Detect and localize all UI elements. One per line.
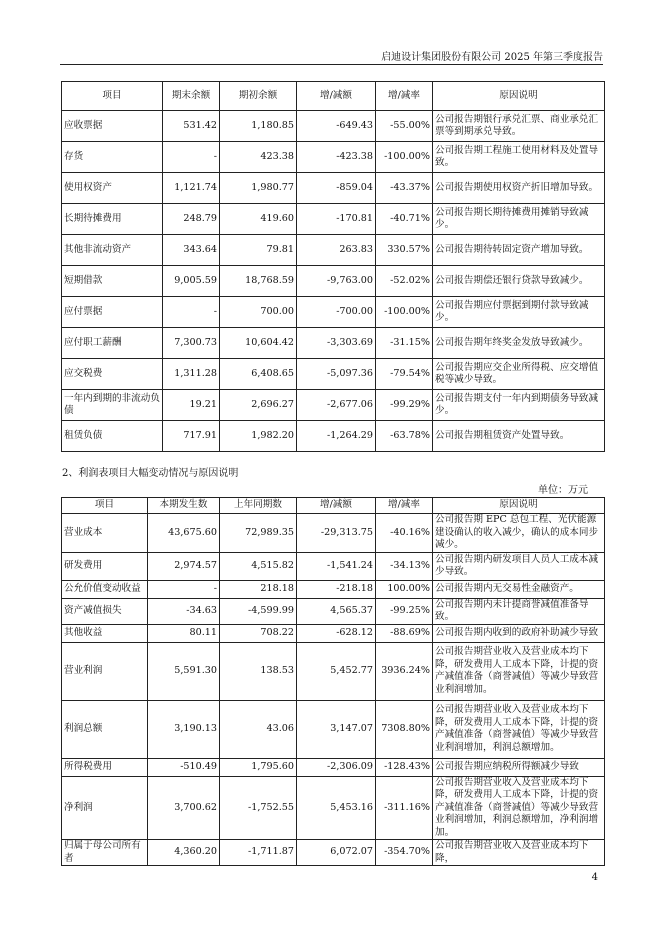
- reason-cell: 公司报告期应交企业所得税、应交增值税等减少导致。: [433, 359, 605, 390]
- value-cell: 1,795.60: [220, 758, 297, 776]
- value-cell: -218.18: [297, 580, 376, 598]
- column-header: 项目: [62, 82, 163, 111]
- value-cell: 531.42: [163, 111, 220, 142]
- value-cell: -859.04: [297, 173, 376, 204]
- row-label: 其他收益: [62, 624, 148, 642]
- reason-cell: 公司报告期内无交易性金融资产。: [433, 580, 605, 598]
- value-cell: -649.43: [297, 111, 376, 142]
- row-label: 使用权资产: [62, 173, 163, 204]
- value-cell: -3,303.69: [297, 328, 376, 359]
- reason-cell: 公司报告期应付票据到期付款导致减少。: [433, 297, 605, 328]
- value-cell: 80.11: [148, 624, 220, 642]
- value-cell: 6,072.07: [297, 840, 376, 866]
- reason-cell: 公司报告期营业收入及营业成本均下降，研发费用人工成本下降，计提的资产减值准备（商誉减值）等减少导致营业利润增加，利润总额增加，净利润增加。: [433, 776, 605, 840]
- table-row: [62, 580, 605, 598]
- income-statement-changes-table: [61, 497, 605, 866]
- table-row: [62, 642, 605, 700]
- value-cell: -79.54%: [376, 359, 433, 390]
- value-cell: 3,190.13: [148, 700, 220, 758]
- table-row: [62, 514, 605, 553]
- reason-cell: 公司报告期 EPC 总包工程、光伏能源建设确认的收入减少，确认的成本同步减少。: [433, 514, 605, 553]
- reason-cell: 公司报告期内收到的政府补助减少导致: [433, 624, 605, 642]
- row-label: 研发费用: [62, 552, 148, 580]
- row-label: 应付职工薪酬: [62, 328, 163, 359]
- value-cell: -1,541.24: [297, 552, 376, 580]
- value-cell: -: [163, 142, 220, 173]
- table-row: [62, 624, 605, 642]
- value-cell: -: [163, 297, 220, 328]
- column-header: 原因说明: [433, 498, 605, 514]
- column-header: 增/减额: [297, 82, 376, 111]
- value-cell: -29,313.75: [297, 514, 376, 553]
- table-row: [62, 359, 605, 390]
- reason-cell: 公司报告期租赁资产处置导致。: [433, 421, 605, 452]
- reason-cell: 公司报告期待转固定资产增加导致。: [433, 235, 605, 266]
- reason-cell: 公司报告期年终奖金发放导致减少。: [433, 328, 605, 359]
- table-row: [62, 204, 605, 235]
- table-row: [62, 297, 605, 328]
- table-row: [62, 235, 605, 266]
- value-cell: -628.12: [297, 624, 376, 642]
- value-cell: 5,453.16: [297, 776, 376, 840]
- table-row: [62, 421, 605, 452]
- value-cell: -99.29%: [376, 390, 433, 421]
- table-row: [62, 700, 605, 758]
- value-cell: 717.91: [163, 421, 220, 452]
- reason-cell: 公司报告期工程施工使用材料及处置导致。: [433, 142, 605, 173]
- balance-sheet-changes-table: [61, 81, 605, 452]
- value-cell: 218.18: [220, 580, 297, 598]
- value-cell: 2,696.27: [220, 390, 297, 421]
- value-cell: 3936.24%: [376, 642, 433, 700]
- value-cell: 700.00: [220, 297, 297, 328]
- row-label: 净利润: [62, 776, 148, 840]
- value-cell: 3,700.62: [148, 776, 220, 840]
- value-cell: 43,675.60: [148, 514, 220, 553]
- column-header: 项目: [62, 498, 148, 514]
- value-cell: 6,408.65: [220, 359, 297, 390]
- report-header: 启迪设计集团股份有限公司 2025 年第三季度报告: [381, 52, 603, 63]
- table-row: [62, 552, 605, 580]
- value-cell: 5,452.77: [297, 642, 376, 700]
- value-cell: 1,982.20: [220, 421, 297, 452]
- reason-cell: 公司报告期应纳税所得额减少导致: [433, 758, 605, 776]
- value-cell: 9,005.59: [163, 266, 220, 297]
- column-header: 增/减率: [376, 82, 433, 111]
- value-cell: -63.78%: [376, 421, 433, 452]
- reason-cell: 公司报告期偿还银行贷款导致减少。: [433, 266, 605, 297]
- page-number: 4: [591, 872, 598, 883]
- value-cell: -1,752.55: [220, 776, 297, 840]
- reason-cell: 公司报告期内研发项目人员人工成本减少导致。: [433, 552, 605, 580]
- value-cell: -311.16%: [376, 776, 433, 840]
- value-cell: -2,677.06: [297, 390, 376, 421]
- value-cell: 1,121.74: [163, 173, 220, 204]
- value-cell: 343.64: [163, 235, 220, 266]
- reason-cell: 公司报告期营业收入及营业成本均下降，研发费用人工成本下降，计提的资产减值准备（商誉减值）等减少导致营业利润增加，利润总额增加。: [433, 700, 605, 758]
- reason-cell: 公司报告期使用权资产折旧增加导致。: [433, 173, 605, 204]
- value-cell: -5,097.36: [297, 359, 376, 390]
- row-label: 一年内到期的非流动负债: [62, 390, 163, 421]
- value-cell: 100.00%: [376, 580, 433, 598]
- row-label: 利润总额: [62, 700, 148, 758]
- value-cell: 263.83: [297, 235, 376, 266]
- value-cell: 1,311.28: [163, 359, 220, 390]
- table-row: [62, 142, 605, 173]
- column-header: 上年同期数: [220, 498, 297, 514]
- column-header: 本期发生数: [148, 498, 220, 514]
- value-cell: 72,989.35: [220, 514, 297, 553]
- value-cell: -55.00%: [376, 111, 433, 142]
- value-cell: -100.00%: [376, 297, 433, 328]
- value-cell: -100.00%: [376, 142, 433, 173]
- value-cell: -40.16%: [376, 514, 433, 553]
- table-row: [62, 111, 605, 142]
- row-label: 应付票据: [62, 297, 163, 328]
- value-cell: -1,711.87: [220, 840, 297, 866]
- reason-cell: 公司报告期支付一年内到期债务导致减少。: [433, 390, 605, 421]
- table-row: [62, 173, 605, 204]
- value-cell: 330.57%: [376, 235, 433, 266]
- header-divider: [60, 64, 603, 65]
- reason-cell: 公司报告期银行承兑汇票、商业承兑汇票等到期承兑导致。: [433, 111, 605, 142]
- value-cell: 5,591.30: [148, 642, 220, 700]
- value-cell: -43.37%: [376, 173, 433, 204]
- row-label: 营业利润: [62, 642, 148, 700]
- reason-cell: 公司报告期内未计提商誉减值准备导致。: [433, 598, 605, 624]
- column-header: 期初余额: [220, 82, 297, 111]
- row-label: 其他非流动资产: [62, 235, 163, 266]
- column-header: 增/减率: [376, 498, 433, 514]
- row-label: 应收票据: [62, 111, 163, 142]
- value-cell: -40.71%: [376, 204, 433, 235]
- value-cell: -9,763.00: [297, 266, 376, 297]
- value-cell: -34.13%: [376, 552, 433, 580]
- value-cell: 4,565.37: [297, 598, 376, 624]
- table-row: [62, 266, 605, 297]
- value-cell: -88.69%: [376, 624, 433, 642]
- table-row: [62, 840, 605, 866]
- value-cell: 7,300.73: [163, 328, 220, 359]
- value-cell: 18,768.59: [220, 266, 297, 297]
- value-cell: -700.00: [297, 297, 376, 328]
- column-header: 增/减额: [297, 498, 376, 514]
- table-row: [62, 598, 605, 624]
- value-cell: 2,974.57: [148, 552, 220, 580]
- row-label: 短期借款: [62, 266, 163, 297]
- value-cell: 419.60: [220, 204, 297, 235]
- value-cell: 708.22: [220, 624, 297, 642]
- value-cell: 10,604.42: [220, 328, 297, 359]
- value-cell: -99.25%: [376, 598, 433, 624]
- row-label: 长期待摊费用: [62, 204, 163, 235]
- column-header: 原因说明: [433, 82, 605, 111]
- value-cell: 4,515.82: [220, 552, 297, 580]
- table-row: [62, 390, 605, 421]
- table-header-row: [62, 498, 605, 514]
- value-cell: -423.38: [297, 142, 376, 173]
- value-cell: 1,980.77: [220, 173, 297, 204]
- value-cell: 79.81: [220, 235, 297, 266]
- column-header: 期末余额: [163, 82, 220, 111]
- value-cell: -510.49: [148, 758, 220, 776]
- value-cell: -354.70%: [376, 840, 433, 866]
- unit-label: 单位：万元: [538, 485, 588, 496]
- value-cell: -4,599.99: [220, 598, 297, 624]
- row-label: 应交税费: [62, 359, 163, 390]
- value-cell: -128.43%: [376, 758, 433, 776]
- value-cell: 19.21: [163, 390, 220, 421]
- value-cell: 423.38: [220, 142, 297, 173]
- value-cell: -: [148, 580, 220, 598]
- value-cell: -2,306.09: [297, 758, 376, 776]
- value-cell: -52.02%: [376, 266, 433, 297]
- value-cell: 3,147.07: [297, 700, 376, 758]
- value-cell: -31.15%: [376, 328, 433, 359]
- value-cell: 4,360.20: [148, 840, 220, 866]
- section-title: 2、利润表项目大幅变动情况与原因说明: [62, 468, 239, 479]
- table-row: [62, 776, 605, 840]
- row-label: 归属于母公司所有者: [62, 840, 148, 866]
- table-row: [62, 328, 605, 359]
- value-cell: 7308.80%: [376, 700, 433, 758]
- value-cell: 138.53: [220, 642, 297, 700]
- row-label: 营业成本: [62, 514, 148, 553]
- row-label: 资产减值损失: [62, 598, 148, 624]
- row-label: 租赁负债: [62, 421, 163, 452]
- row-label: 公允价值变动收益: [62, 580, 148, 598]
- row-label: 所得税费用: [62, 758, 148, 776]
- reason-cell: 公司报告期营业收入及营业成本均下降，: [433, 840, 605, 866]
- reason-cell: 公司报告期长期待摊费用摊销导致减少。: [433, 204, 605, 235]
- value-cell: -1,264.29: [297, 421, 376, 452]
- reason-cell: 公司报告期营业收入及营业成本均下降，研发费用人工成本下降，计提的资产减值准备（商誉减值）等减少导致营业利润增加。: [433, 642, 605, 700]
- value-cell: -170.81: [297, 204, 376, 235]
- value-cell: 43.06: [220, 700, 297, 758]
- value-cell: 1,180.85: [220, 111, 297, 142]
- table-row: [62, 758, 605, 776]
- table-header-row: [62, 82, 605, 111]
- row-label: 存货: [62, 142, 163, 173]
- value-cell: -34.63: [148, 598, 220, 624]
- value-cell: 248.79: [163, 204, 220, 235]
